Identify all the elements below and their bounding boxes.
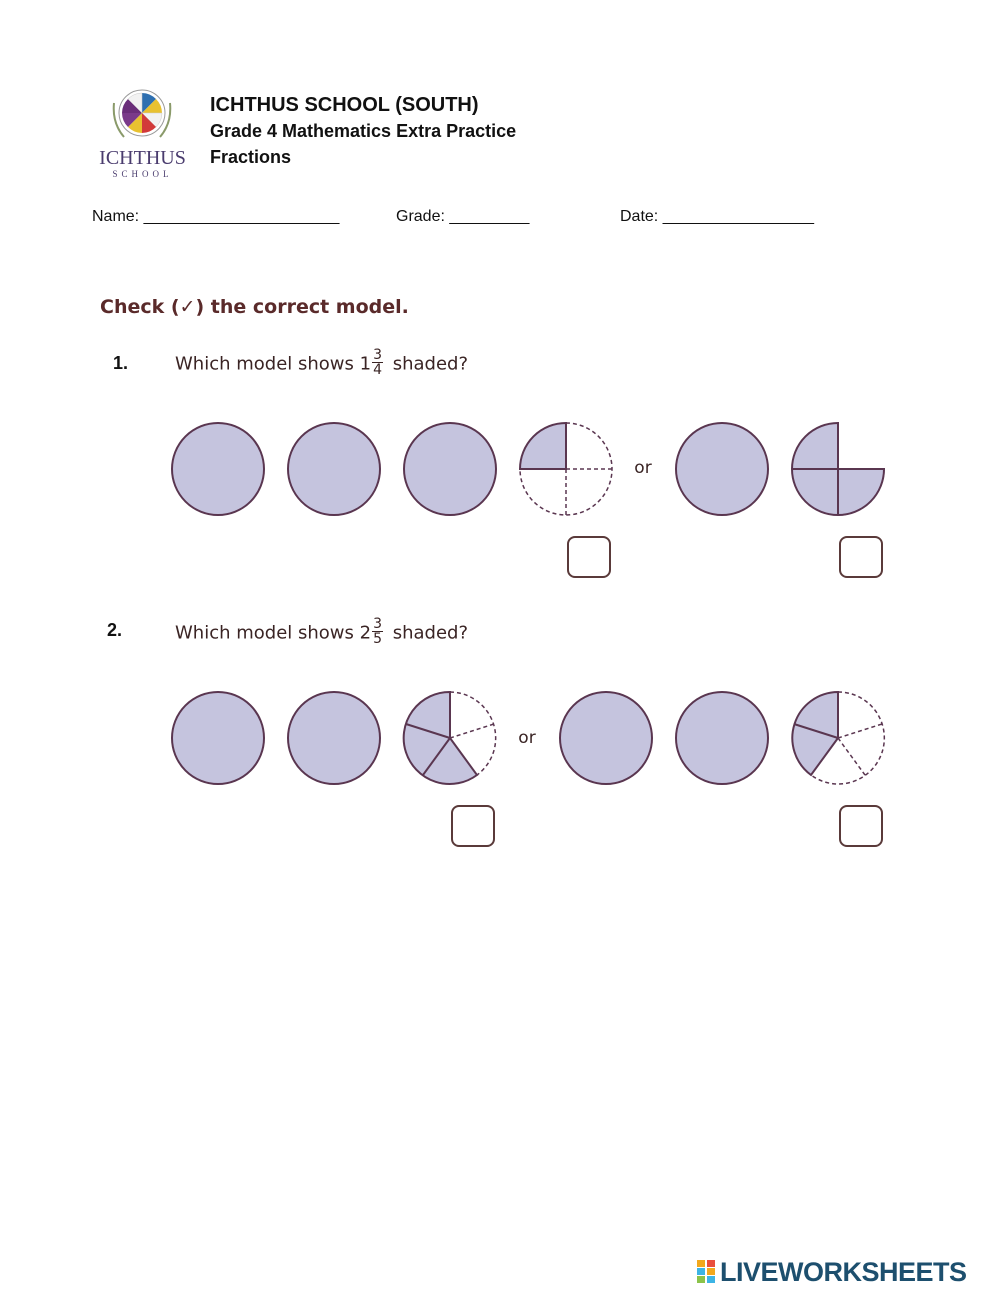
q2-option-b-model bbox=[560, 692, 884, 784]
name-field[interactable]: Name: ______________________ bbox=[92, 208, 340, 225]
two-fifths-circle-model bbox=[792, 692, 884, 784]
question-1-number: 1. bbox=[113, 353, 129, 373]
whole-circle bbox=[172, 692, 264, 784]
date-field[interactable]: Date: _________________ bbox=[620, 208, 814, 225]
logo-subtext: SCHOOL bbox=[112, 169, 173, 179]
question-2-number: 2. bbox=[107, 620, 123, 640]
grade-field[interactable]: Grade: _________ bbox=[396, 208, 530, 225]
three-fifths-circle-model bbox=[404, 692, 496, 784]
whole-circle bbox=[404, 423, 496, 515]
question-1-numerator: 3 bbox=[373, 347, 382, 363]
question-2-denominator: 5 bbox=[373, 631, 382, 647]
whole-circle bbox=[676, 692, 768, 784]
question-1-prefix: Which model shows 1 bbox=[175, 353, 372, 375]
question-2-numerator: 3 bbox=[373, 616, 382, 632]
logo-name: ICHTHUS bbox=[99, 147, 186, 169]
q1-option-a-checkbox[interactable] bbox=[567, 536, 611, 578]
footer-brand-text: LIVEWORKSHEETS bbox=[720, 1257, 967, 1287]
question-1-denominator: 4 bbox=[373, 362, 382, 378]
worksheet-topic: Fractions bbox=[210, 147, 292, 167]
quarter-circle-model bbox=[520, 423, 612, 515]
or-label: or bbox=[634, 458, 652, 478]
whole-circle bbox=[172, 423, 264, 515]
or-label: or bbox=[518, 728, 536, 748]
q2-option-a-model bbox=[172, 692, 496, 784]
q1-option-b-checkbox[interactable] bbox=[839, 536, 883, 578]
school-name: ICHTHUS SCHOOL (SOUTH) bbox=[210, 94, 479, 116]
liveworksheets-logo-icon bbox=[697, 1260, 717, 1284]
whole-circle bbox=[560, 692, 652, 784]
three-quarter-circle-model bbox=[792, 423, 884, 515]
q1-option-b-model bbox=[676, 423, 884, 515]
instruction-text: Check (✓) the correct model. bbox=[100, 296, 409, 318]
q2-option-a-checkbox[interactable] bbox=[451, 805, 495, 847]
whole-circle bbox=[288, 423, 380, 515]
worksheet-subtitle: Grade 4 Mathematics Extra Practice bbox=[210, 121, 517, 141]
whole-circle bbox=[288, 692, 380, 784]
whole-circle bbox=[676, 423, 768, 515]
question-2-prefix: Which model shows 2 bbox=[175, 622, 372, 644]
question-2-suffix: shaded? bbox=[392, 622, 469, 644]
q2-option-b-checkbox[interactable] bbox=[839, 805, 883, 847]
liveworksheets-brand bbox=[697, 1257, 967, 1288]
q1-option-a-model bbox=[172, 423, 612, 515]
question-1-suffix: shaded? bbox=[392, 353, 469, 375]
